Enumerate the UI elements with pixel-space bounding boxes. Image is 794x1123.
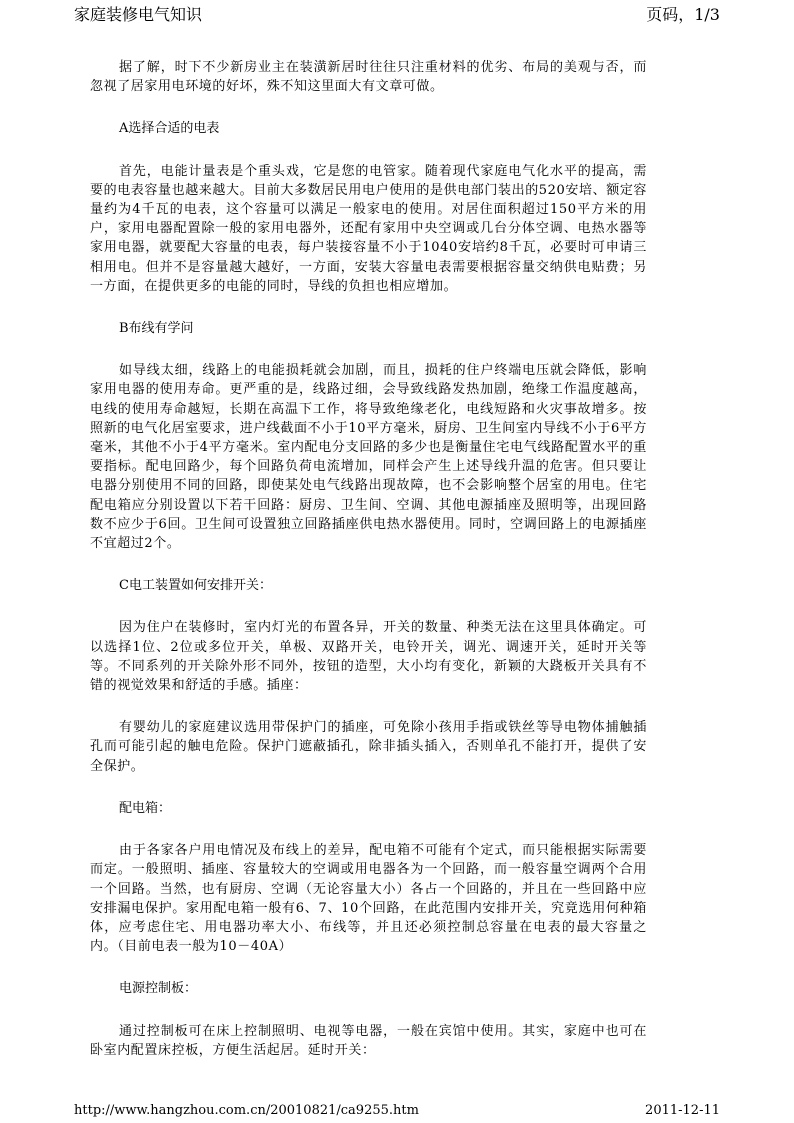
paragraph-switches: 因为住户在装修时，室内灯光的布置各异，开关的数量、种类无法在这里具体确定。可以选择1位、2位或多位开关，单极、双路开关，电铃开关，调光、调速开关，延时开关等等。不同系列的开关除外形不同外，按钮的造型，大小均有变化，新颖的大跷板开关具有不错的视觉效果和舒适的手感。插座： (90, 620, 647, 694)
source-url: http://www.hangzhou.com.cn/20010821/ca9255.htm (74, 1103, 419, 1118)
paragraph-control-panel: 通过控制板可在床上控制照明、电视等电器，一般在宾馆中使用。其实，家庭中也可在卧室内配置床控板，方便生活起居。延时开关： (90, 1023, 647, 1058)
paragraph-wiring: 如导线太细，线路上的电能损耗就会加剧，而且，损耗的住户终端电压就会降低，影响家用电器的使用寿命。更严重的是，线路过细，会导致线路发热加剧，绝缘工作温度越高，电线的使用寿命越短，长期在高温下工作，将导致绝缘老化，电线短路和火灾事故增多。按照新的电气化居室要求，进户线截面不小于10平方毫米，厨房、卫生间室内导线不小于6平方毫米，其他不小于4平方毫米。室内配电分支回路的多少也是衡量住宅电气线路配置水平的重要指标。配电回路少，每个回路负荷电流增加，同样会产生上述导线升温的危害。但只要让电器分别使用不同的回路，即使某处电气线路出现故障，也不会影响整个居室的用电。住宅配电箱应分别设置以下若干回路：厨房、卫生间、空调、其他电源插座及照明等，出现回路数不应少于6回。卫生间可设置独立回路插座供电热水器使用。同时，空调回路上的电源插座不宜超过2个。 (90, 363, 648, 552)
header-title: 家庭装修电气知识 (74, 5, 203, 24)
heading-c-switches: C电工装置如何安排开关： (119, 578, 272, 594)
document-body (90, 58, 647, 1083)
heading-distribution-box: 配电箱： (119, 800, 172, 816)
paragraph-distribution-box: 由于各家各户用电情况及布线上的差异，配电箱不可能有个定式，而只能根据实际需要而定。一般照明、插座、容量较大的空调或用电器各为一个回路，而一般容量空调两个合用一个回路。当然，也有厨房、空调（无论容量大小）各占一个回路的，并且在一些回路中应安排漏电保护。家用配电箱一般有6、7、10个回路，在此范围内安排开关，究竟选用何种箱体，应考虑住宅、用电器功率大小、布线等，并且还必须控制总容量在电表的最大容量之内。（目前电表一般为10－40A） (90, 843, 647, 955)
page-number: 页码，1/3 (646, 5, 720, 24)
paragraph-meter: 首先，电能计量表是个重头戏，它是您的电管家。随着现代家庭电气化水平的提高，需要的电表容量也越来越大。目前大多数居民用电户使用的是供电部门装出的520安培、额定容量约为4千瓦的电表，这个容量可以满足一般家电的使用。对居住面积超过150平方米的用户，家用电器配置除一般的家用电器外，还配有家用中央空调或几台分体空调、电热水器等家用电器，就要配大容量的电表，每户装接容量不小于1040安培约8千瓦，必要时可申请三相用电。但并不是容量越大越好，一方面，安装大容量电表需要根据容量交纳供电贴费；另一方面，在提供更多的电能的同时，导线的负担也相应增加。 (90, 163, 648, 294)
heading-b-wiring: B布线有学问 (119, 321, 194, 337)
paragraph-sockets: 有婴幼儿的家庭建议选用带保护门的插座，可免除小孩用手指或铁丝等导电物体捕触插孔而可能引起的触电危险。保护门遮蔽插孔，除非插头插入，否则单孔不能打开，提供了安全保护。 (90, 720, 647, 774)
print-date: 2011-12-11 (645, 1103, 720, 1118)
paragraph-intro: 据了解，时下不少新房业主在装潢新居时往往只注重材料的优劣、布局的美观与否，而忽视了居家用电环境的好坏，殊不知这里面大有文章可做。 (90, 60, 647, 95)
heading-a-meter: A选择合适的电表 (119, 121, 220, 137)
heading-control-panel: 电源控制板： (119, 981, 198, 997)
